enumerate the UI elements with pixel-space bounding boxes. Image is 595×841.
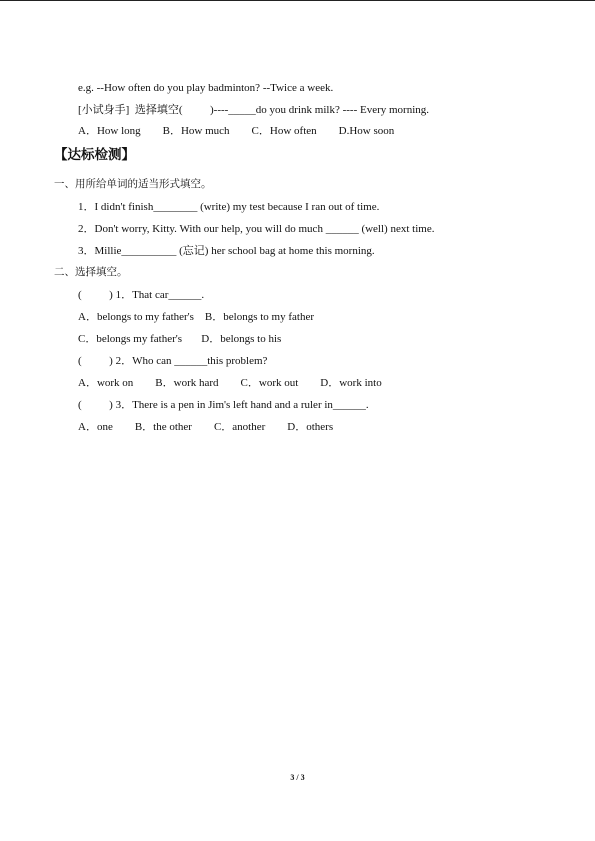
part1-item-3: 3．Millie__________ (忘记) her school bag at home this morning. <box>78 245 375 257</box>
part1-item-2: 2．Don't worry, Kitty. With our help, you will do much ______ (well) next time. <box>78 223 435 235</box>
part1-instruction: 一、用所给单词的适当形式填空。 <box>54 178 212 190</box>
question-2-stem: ( ) 2．Who can ______this problem? <box>78 355 268 367</box>
section-title: 【达标检测】 <box>54 147 135 163</box>
example-sentence: e.g. --How often do you play badminton? --Twice a week. <box>78 82 334 94</box>
question-1-options-ab: A．belongs to my father's B．belongs to my father <box>78 311 315 323</box>
page-number: 3 / 3 <box>290 773 305 782</box>
try-it-options: A．How long B．How much C．How often D.How soon <box>78 125 395 137</box>
question-3-options: A．one B．the other C．another D．others <box>78 421 334 433</box>
question-1-options-cd: C．belongs my father's D．belongs to his <box>78 333 282 345</box>
part1-item-1: 1．I didn't finish________ (write) my test because I ran out of time. <box>78 201 380 213</box>
question-3-stem: ( ) 3．There is a pen in Jim's left hand and a ruler in______. <box>78 399 369 411</box>
header-rule <box>0 0 595 1</box>
try-it-question: [小试身手] 选择填空( )----_____do you drink milk? ---- Every morning. <box>78 104 430 116</box>
question-2-options: A．work on B．work hard C．work out D．work into <box>78 377 382 389</box>
question-1-stem: ( ) 1．That car______. <box>78 289 205 301</box>
part2-instruction: 二、选择填空。 <box>54 266 128 278</box>
